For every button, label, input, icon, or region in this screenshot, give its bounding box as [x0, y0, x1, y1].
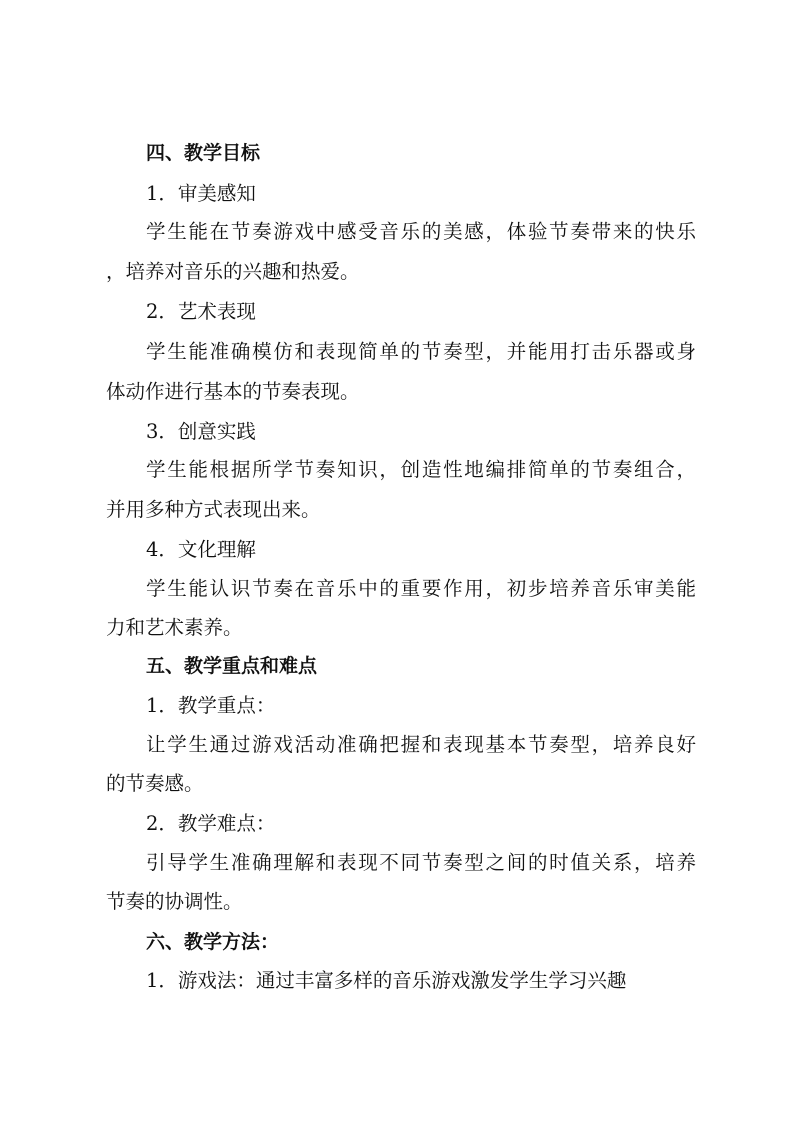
item-heading-cultural-understanding: 4．文化理解	[146, 538, 256, 561]
paragraph-line: 的节奏感。	[106, 772, 204, 795]
item-heading-difficult-point: 2．教学难点：	[146, 812, 276, 835]
item-heading-artistic-expression: 2．艺术表现	[146, 300, 256, 323]
paragraph-line: 让学生通过游戏活动准确把握和表现基本节奏型，培养良好	[146, 733, 696, 756]
paragraph-line: 1．游戏法：通过丰富多样的音乐游戏激发学生学习兴趣	[146, 969, 627, 992]
paragraph-line: 并用多种方式表现出来。	[106, 498, 321, 521]
item-heading-aesthetic-perception: 1．审美感知	[146, 182, 256, 205]
paragraph-line: 学生能准确模仿和表现简单的节奏型，并能用打击乐器或身	[146, 340, 696, 363]
paragraph-line: ，培养对音乐的兴趣和热爱。	[106, 260, 360, 283]
section-4-title: 四、教学目标	[146, 142, 261, 164]
section-6-title: 六、教学方法：	[146, 931, 280, 953]
paragraph-line: 力和艺术素养。	[106, 616, 243, 639]
paragraph-line: 体动作进行基本的节奏表现。	[106, 380, 360, 403]
paragraph-line: 学生能认识节奏在音乐中的重要作用，初步培养音乐审美能	[146, 577, 696, 600]
paragraph-line: 学生能在节奏游戏中感受音乐的美感，体验节奏带来的快乐	[146, 220, 696, 243]
section-5-title: 五、教学重点和难点	[146, 655, 318, 677]
paragraph-line: 学生能根据所学节奏知识，创造性地编排简单的节奏组合，	[146, 458, 696, 481]
paragraph-line: 节奏的协调性。	[106, 890, 243, 913]
item-heading-key-point: 1．教学重点：	[146, 694, 276, 717]
item-heading-creative-practice: 3．创意实践	[146, 420, 256, 443]
paragraph-line: 引导学生准确理解和表现不同节奏型之间的时值关系，培养	[146, 851, 696, 874]
